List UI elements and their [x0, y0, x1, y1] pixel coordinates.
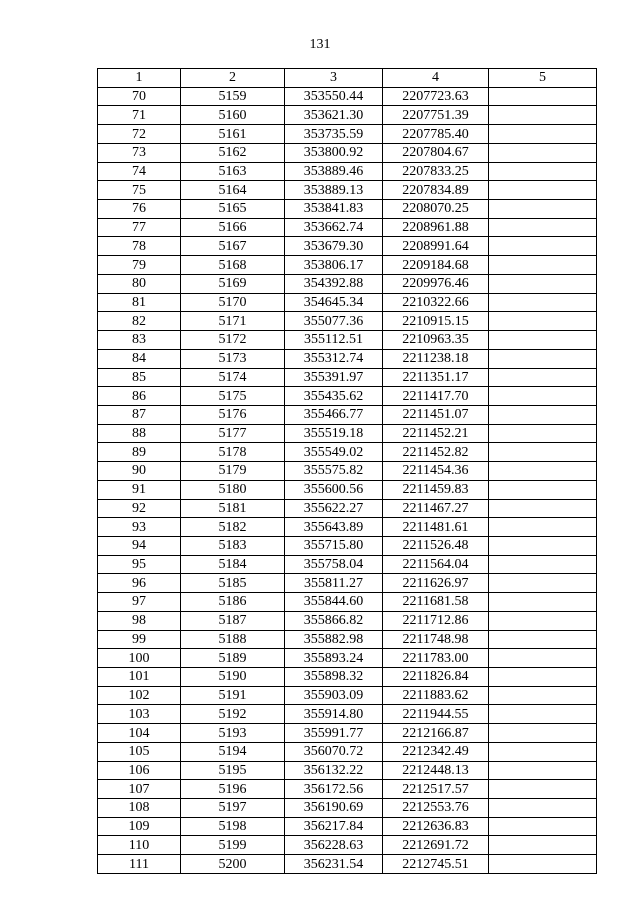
table-cell-col-1: 73 — [98, 143, 181, 162]
table-cell-col-3: 355758.04 — [285, 555, 383, 574]
table-cell-col-2: 5193 — [181, 724, 285, 743]
table-cell-col-4: 2211451.07 — [383, 405, 489, 424]
table-cell-col-4: 2212166.87 — [383, 724, 489, 743]
table-cell-col-4: 2209184.68 — [383, 256, 489, 275]
table-cell-col-5 — [489, 555, 597, 574]
table-cell-col-3: 355866.82 — [285, 611, 383, 630]
table-cell-col-3: 356172.56 — [285, 780, 383, 799]
table-cell-col-1: 91 — [98, 480, 181, 499]
table-cell-col-2: 5188 — [181, 630, 285, 649]
table-cell-col-1: 110 — [98, 836, 181, 855]
table-row — [98, 817, 597, 836]
table-cell-col-1: 79 — [98, 256, 181, 275]
table-cell-col-4: 2211238.18 — [383, 349, 489, 368]
table-cell-col-2: 5196 — [181, 780, 285, 799]
table-cell-col-3: 355991.77 — [285, 724, 383, 743]
coordinates-table — [97, 68, 597, 874]
table-cell-col-4: 2211826.84 — [383, 668, 489, 687]
table-cell-col-5 — [489, 705, 597, 724]
table-row — [98, 424, 597, 443]
table-row — [98, 349, 597, 368]
table-cell-col-3: 355903.09 — [285, 686, 383, 705]
table-body — [98, 87, 597, 873]
table-cell-col-2: 5164 — [181, 181, 285, 200]
table-cell-col-2: 5174 — [181, 368, 285, 387]
table-cell-col-4: 2212745.51 — [383, 855, 489, 874]
table-cell-col-4: 2207751.39 — [383, 106, 489, 125]
table-cell-col-5 — [489, 536, 597, 555]
table-cell-col-3: 353806.17 — [285, 256, 383, 275]
table-row — [98, 499, 597, 518]
table-cell-col-1: 84 — [98, 349, 181, 368]
table-cell-col-4: 2211748.98 — [383, 630, 489, 649]
table-cell-col-3: 356217.84 — [285, 817, 383, 836]
table-cell-col-1: 90 — [98, 462, 181, 481]
table-cell-col-3: 356228.63 — [285, 836, 383, 855]
table-cell-col-1: 75 — [98, 181, 181, 200]
table-cell-col-2: 5197 — [181, 799, 285, 818]
table-row — [98, 106, 597, 125]
table-cell-col-2: 5166 — [181, 218, 285, 237]
table-cell-col-1: 87 — [98, 405, 181, 424]
table-cell-col-3: 353679.30 — [285, 237, 383, 256]
table-row — [98, 237, 597, 256]
table-cell-col-5 — [489, 499, 597, 518]
table-cell-col-5 — [489, 799, 597, 818]
table-cell-col-4: 2211783.00 — [383, 649, 489, 668]
table-cell-col-5 — [489, 668, 597, 687]
table-cell-col-2: 5184 — [181, 555, 285, 574]
table-cell-col-1: 96 — [98, 574, 181, 593]
table-cell-col-4: 2212691.72 — [383, 836, 489, 855]
table-cell-col-4: 2212636.83 — [383, 817, 489, 836]
table-cell-col-2: 5187 — [181, 611, 285, 630]
table-cell-col-2: 5182 — [181, 518, 285, 537]
table-row — [98, 611, 597, 630]
table-row — [98, 181, 597, 200]
table-cell-col-1: 104 — [98, 724, 181, 743]
table-cell-col-4: 2207834.89 — [383, 181, 489, 200]
table-cell-col-4: 2211452.82 — [383, 443, 489, 462]
table-cell-col-4: 2207723.63 — [383, 87, 489, 106]
table-cell-col-4: 2210915.15 — [383, 312, 489, 331]
column-header-1: 1 — [98, 69, 181, 88]
table-cell-col-1: 82 — [98, 312, 181, 331]
table-cell-col-4: 2207804.67 — [383, 143, 489, 162]
table-cell-col-2: 5195 — [181, 761, 285, 780]
table-cell-col-2: 5192 — [181, 705, 285, 724]
table-cell-col-4: 2211564.04 — [383, 555, 489, 574]
table-row — [98, 480, 597, 499]
table-cell-col-1: 83 — [98, 331, 181, 350]
table-cell-col-5 — [489, 724, 597, 743]
table-row — [98, 405, 597, 424]
table-cell-col-1: 98 — [98, 611, 181, 630]
table-cell-col-5 — [489, 162, 597, 181]
table-cell-col-5 — [489, 237, 597, 256]
table-cell-col-5 — [489, 387, 597, 406]
table-cell-col-1: 94 — [98, 536, 181, 555]
table-row — [98, 87, 597, 106]
table-cell-col-3: 353662.74 — [285, 218, 383, 237]
table-cell-col-4: 2211351.17 — [383, 368, 489, 387]
table-cell-col-5 — [489, 368, 597, 387]
table-cell-col-1: 102 — [98, 686, 181, 705]
table-row — [98, 836, 597, 855]
table-cell-col-4: 2212342.49 — [383, 742, 489, 761]
table-cell-col-5 — [489, 125, 597, 144]
table-cell-col-1: 103 — [98, 705, 181, 724]
table-cell-col-5 — [489, 443, 597, 462]
table-row — [98, 312, 597, 331]
table-cell-col-1: 99 — [98, 630, 181, 649]
table-cell-col-5 — [489, 518, 597, 537]
table-cell-col-5 — [489, 761, 597, 780]
table-cell-col-3: 355435.62 — [285, 387, 383, 406]
table-cell-col-4: 2212448.13 — [383, 761, 489, 780]
table-cell-col-5 — [489, 593, 597, 612]
table-cell-col-3: 355519.18 — [285, 424, 383, 443]
table-cell-col-2: 5199 — [181, 836, 285, 855]
table-cell-col-2: 5186 — [181, 593, 285, 612]
table-cell-col-2: 5167 — [181, 237, 285, 256]
table-cell-col-5 — [489, 855, 597, 874]
table-cell-col-3: 356070.72 — [285, 742, 383, 761]
table-cell-col-2: 5180 — [181, 480, 285, 499]
table-cell-col-5 — [489, 349, 597, 368]
table-cell-col-5 — [489, 143, 597, 162]
table-cell-col-3: 354645.34 — [285, 293, 383, 312]
table-cell-col-3: 355466.77 — [285, 405, 383, 424]
table-row — [98, 443, 597, 462]
table-cell-col-5 — [489, 611, 597, 630]
table-cell-col-5 — [489, 574, 597, 593]
table-cell-col-1: 78 — [98, 237, 181, 256]
table-cell-col-4: 2210322.66 — [383, 293, 489, 312]
table-header — [98, 69, 597, 88]
table-cell-col-4: 2211712.86 — [383, 611, 489, 630]
table-cell-col-1: 76 — [98, 200, 181, 219]
table-row — [98, 218, 597, 237]
table-row — [98, 855, 597, 874]
table-cell-col-5 — [489, 480, 597, 499]
column-header-4: 4 — [383, 69, 489, 88]
table-cell-col-1: 111 — [98, 855, 181, 874]
table-cell-col-3: 355600.56 — [285, 480, 383, 499]
table-cell-col-5 — [489, 331, 597, 350]
table-cell-col-2: 5165 — [181, 200, 285, 219]
table-cell-col-3: 355844.60 — [285, 593, 383, 612]
table-cell-col-5 — [489, 293, 597, 312]
table-cell-col-2: 5190 — [181, 668, 285, 687]
table-cell-col-2: 5176 — [181, 405, 285, 424]
table-cell-col-5 — [489, 742, 597, 761]
table-cell-col-3: 355112.51 — [285, 331, 383, 350]
table-cell-col-3: 353550.44 — [285, 87, 383, 106]
table-cell-col-5 — [489, 780, 597, 799]
table-cell-col-1: 88 — [98, 424, 181, 443]
table-cell-col-5 — [489, 462, 597, 481]
table-cell-col-4: 2211467.27 — [383, 499, 489, 518]
table-row — [98, 462, 597, 481]
table-row — [98, 162, 597, 181]
table-cell-col-4: 2211883.62 — [383, 686, 489, 705]
table-cell-col-1: 107 — [98, 780, 181, 799]
table-cell-col-3: 355893.24 — [285, 649, 383, 668]
table-cell-col-2: 5171 — [181, 312, 285, 331]
table-cell-col-5 — [489, 256, 597, 275]
table-cell-col-3: 355549.02 — [285, 443, 383, 462]
table-row — [98, 649, 597, 668]
table-cell-col-4: 2211417.70 — [383, 387, 489, 406]
table-cell-col-2: 5177 — [181, 424, 285, 443]
table-row — [98, 200, 597, 219]
table-cell-col-3: 353621.30 — [285, 106, 383, 125]
table-cell-col-2: 5179 — [181, 462, 285, 481]
table-cell-col-2: 5178 — [181, 443, 285, 462]
table-cell-col-4: 2211459.83 — [383, 480, 489, 499]
table-row — [98, 518, 597, 537]
table-cell-col-3: 355077.36 — [285, 312, 383, 331]
table-cell-col-2: 5200 — [181, 855, 285, 874]
table-cell-col-1: 97 — [98, 593, 181, 612]
table-cell-col-2: 5185 — [181, 574, 285, 593]
table-cell-col-1: 95 — [98, 555, 181, 574]
table-row — [98, 761, 597, 780]
column-header-5: 5 — [489, 69, 597, 88]
table-cell-col-5 — [489, 218, 597, 237]
table-cell-col-1: 77 — [98, 218, 181, 237]
table-cell-col-4: 2211681.58 — [383, 593, 489, 612]
table-cell-col-5 — [489, 274, 597, 293]
table-cell-col-2: 5175 — [181, 387, 285, 406]
table-cell-col-1: 108 — [98, 799, 181, 818]
table-cell-col-2: 5161 — [181, 125, 285, 144]
table-cell-col-5 — [489, 106, 597, 125]
table-cell-col-3: 355914.80 — [285, 705, 383, 724]
table-cell-col-3: 353889.13 — [285, 181, 383, 200]
table-cell-col-2: 5159 — [181, 87, 285, 106]
table-cell-col-2: 5194 — [181, 742, 285, 761]
table-cell-col-2: 5172 — [181, 331, 285, 350]
table-cell-col-1: 106 — [98, 761, 181, 780]
table-cell-col-4: 2211526.48 — [383, 536, 489, 555]
table-cell-col-5 — [489, 312, 597, 331]
table-cell-col-4: 2211944.55 — [383, 705, 489, 724]
table-cell-col-1: 93 — [98, 518, 181, 537]
table-cell-col-4: 2210963.35 — [383, 331, 489, 350]
table-cell-col-2: 5181 — [181, 499, 285, 518]
table-cell-col-3: 355622.27 — [285, 499, 383, 518]
table-cell-col-1: 74 — [98, 162, 181, 181]
table-cell-col-2: 5163 — [181, 162, 285, 181]
table-cell-col-1: 71 — [98, 106, 181, 125]
table-row — [98, 630, 597, 649]
table-cell-col-5 — [489, 686, 597, 705]
table-cell-col-4: 2211454.36 — [383, 462, 489, 481]
table-cell-col-5 — [489, 817, 597, 836]
table-row — [98, 274, 597, 293]
table-cell-col-2: 5183 — [181, 536, 285, 555]
table-row — [98, 536, 597, 555]
table-cell-col-3: 355898.32 — [285, 668, 383, 687]
table-cell-col-3: 356231.54 — [285, 855, 383, 874]
table-cell-col-2: 5168 — [181, 256, 285, 275]
table-cell-col-1: 89 — [98, 443, 181, 462]
table-row — [98, 125, 597, 144]
table-row — [98, 574, 597, 593]
table-cell-col-3: 355715.80 — [285, 536, 383, 555]
table-cell-col-1: 92 — [98, 499, 181, 518]
table-row — [98, 799, 597, 818]
table-cell-col-2: 5169 — [181, 274, 285, 293]
table-cell-col-2: 5160 — [181, 106, 285, 125]
table-row — [98, 368, 597, 387]
table-cell-col-5 — [489, 649, 597, 668]
table-row — [98, 143, 597, 162]
table-cell-col-2: 5173 — [181, 349, 285, 368]
table-cell-col-3: 356190.69 — [285, 799, 383, 818]
table-row — [98, 387, 597, 406]
table-cell-col-5 — [489, 181, 597, 200]
table-cell-col-3: 355312.74 — [285, 349, 383, 368]
table-cell-col-2: 5191 — [181, 686, 285, 705]
table-cell-col-1: 72 — [98, 125, 181, 144]
table-cell-col-1: 105 — [98, 742, 181, 761]
table-cell-col-4: 2212553.76 — [383, 799, 489, 818]
table-row — [98, 256, 597, 275]
table-cell-col-3: 356132.22 — [285, 761, 383, 780]
table-cell-col-3: 355643.89 — [285, 518, 383, 537]
table-cell-col-5 — [489, 405, 597, 424]
table-cell-col-4: 2211481.61 — [383, 518, 489, 537]
table-cell-col-3: 353889.46 — [285, 162, 383, 181]
table-cell-col-1: 100 — [98, 649, 181, 668]
table-cell-col-3: 355811.27 — [285, 574, 383, 593]
table-cell-col-2: 5170 — [181, 293, 285, 312]
table-row — [98, 668, 597, 687]
table-cell-col-4: 2209976.46 — [383, 274, 489, 293]
table-row — [98, 724, 597, 743]
table-cell-col-5 — [489, 87, 597, 106]
table-cell-col-2: 5189 — [181, 649, 285, 668]
table-cell-col-4: 2207833.25 — [383, 162, 489, 181]
table-cell-col-1: 81 — [98, 293, 181, 312]
column-header-3: 3 — [285, 69, 383, 88]
table-cell-col-4: 2207785.40 — [383, 125, 489, 144]
table-row — [98, 686, 597, 705]
table-cell-col-5 — [489, 630, 597, 649]
table-cell-col-3: 353735.59 — [285, 125, 383, 144]
table-cell-col-4: 2208961.88 — [383, 218, 489, 237]
table-cell-col-4: 2211452.21 — [383, 424, 489, 443]
header-row — [98, 69, 597, 88]
table-row — [98, 780, 597, 799]
table-cell-col-1: 80 — [98, 274, 181, 293]
table-row — [98, 742, 597, 761]
column-header-2: 2 — [181, 69, 285, 88]
table-cell-col-1: 86 — [98, 387, 181, 406]
table-cell-col-1: 101 — [98, 668, 181, 687]
table-row — [98, 705, 597, 724]
table-cell-col-3: 353841.83 — [285, 200, 383, 219]
table-row — [98, 293, 597, 312]
table-cell-col-1: 109 — [98, 817, 181, 836]
table-row — [98, 555, 597, 574]
table-cell-col-5 — [489, 836, 597, 855]
table-row — [98, 331, 597, 350]
table-cell-col-3: 355882.98 — [285, 630, 383, 649]
table-cell-col-4: 2212517.57 — [383, 780, 489, 799]
table-cell-col-4: 2208991.64 — [383, 237, 489, 256]
table-row — [98, 593, 597, 612]
table-cell-col-2: 5198 — [181, 817, 285, 836]
page-number: 131 — [309, 37, 331, 52]
table-cell-col-1: 70 — [98, 87, 181, 106]
table-cell-col-3: 353800.92 — [285, 143, 383, 162]
table-cell-col-5 — [489, 424, 597, 443]
table-cell-col-3: 355391.97 — [285, 368, 383, 387]
table-cell-col-2: 5162 — [181, 143, 285, 162]
table-cell-col-3: 354392.88 — [285, 274, 383, 293]
table-cell-col-4: 2208070.25 — [383, 200, 489, 219]
table-cell-col-4: 2211626.97 — [383, 574, 489, 593]
table-cell-col-1: 85 — [98, 368, 181, 387]
table-cell-col-5 — [489, 200, 597, 219]
table-cell-col-3: 355575.82 — [285, 462, 383, 481]
